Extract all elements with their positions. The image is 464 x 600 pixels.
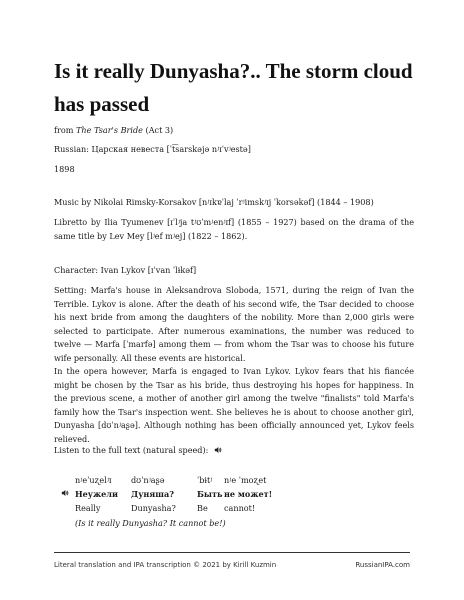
russian-title-line: Russian: Царская невеста [ˈt͡sarskəjə nʲɪˈvʲestə]	[54, 144, 251, 154]
russian-word: Дуняша?	[131, 489, 174, 499]
gloss-word: cannot!	[224, 503, 256, 513]
ipa-word: dʊˈnʲaʂə	[131, 475, 165, 485]
year: 1898	[54, 164, 75, 174]
listen-row	[54, 444, 414, 458]
from-prefix: from	[54, 125, 76, 135]
gloss-word: Dunyasha?	[131, 503, 176, 513]
speaker-icon[interactable]	[214, 446, 222, 454]
libretto-credit: Libretto by Ilia Tyumenev [ɪˈlʲja tʲʊˈmʲenʲɪf] (1855 – 1927) based on the drama of the same title by Lev Mey [lʲef mʲej] (1822 – 1862).	[54, 217, 414, 241]
gloss-word: Really	[75, 503, 101, 513]
ipa-word: nʲe ˈmoʐet	[224, 475, 267, 485]
ipa-word: ˈbɨtʲ	[197, 475, 213, 485]
footer-copyright: Literal translation and IPA transcription © 2021 by Kirill Kuzmin	[54, 561, 277, 569]
footer-site-link[interactable]: RussianIPA.com	[355, 561, 410, 569]
character-line: Character: Ivan Lykov [ɪˈvan ˈlɨkəf]	[54, 265, 197, 275]
translation-line: (Is it really Dunyasha? It cannot be!)	[75, 518, 226, 528]
work-title: The Tsar's Bride	[76, 125, 143, 135]
page-title: Is it really Dunyasha?.. The storm cloud has passed	[54, 59, 413, 116]
from-suffix: (Act 3)	[142, 125, 174, 135]
russian-word: не может!	[224, 489, 273, 499]
source-line	[54, 124, 414, 138]
setting-paragraph: Setting: Marfa's house in Aleksandrova Sloboda, 1571, during the reign of Ivan the Terrible. Lykov is alone. After the death of his second wife, the Tsar decided to choose his next bride from among the daughters of the nobility. More than 2,000 girls were selected to participate. After numerous examinations, the number was reduced to twelve — Marfa [ˈmarfə] among them — from whom the Tsar was to choose his future wife personally. All these events are historical.	[54, 285, 414, 363]
speaker-icon[interactable]	[61, 489, 69, 497]
music-credit: Music by Nikolai Rimsky-Korsakov [nʲɪkɐˈlaj ˈrʲimskʲɪj ˈkorsəkəf] (1844 – 1908)	[54, 197, 374, 207]
ipa-word: nʲeˈuʐelʲɪ	[75, 475, 112, 485]
opera-paragraph: In the opera however, Marfa is engaged to Ivan Lykov. Lykov fears that his fiancée might be chosen by the Tsar as his bride, thus destroying his hopes for happiness. In the previous scene, a mother of another girl among the twelve "finalists" told Marfa's family how the Tsar's inspection went. She believes he is about to choose another girl, Dunyasha [dʊˈnʲaʂə]. Although nothing has been officially announced yet, Lykov feels relieved.	[54, 366, 414, 444]
russian-word: Неужели	[75, 489, 119, 499]
listen-label: Listen to the full text (natural speed):	[54, 445, 209, 455]
gloss-word: Be	[197, 503, 208, 513]
russian-word: Быть	[197, 489, 223, 499]
footer-divider	[54, 552, 410, 553]
